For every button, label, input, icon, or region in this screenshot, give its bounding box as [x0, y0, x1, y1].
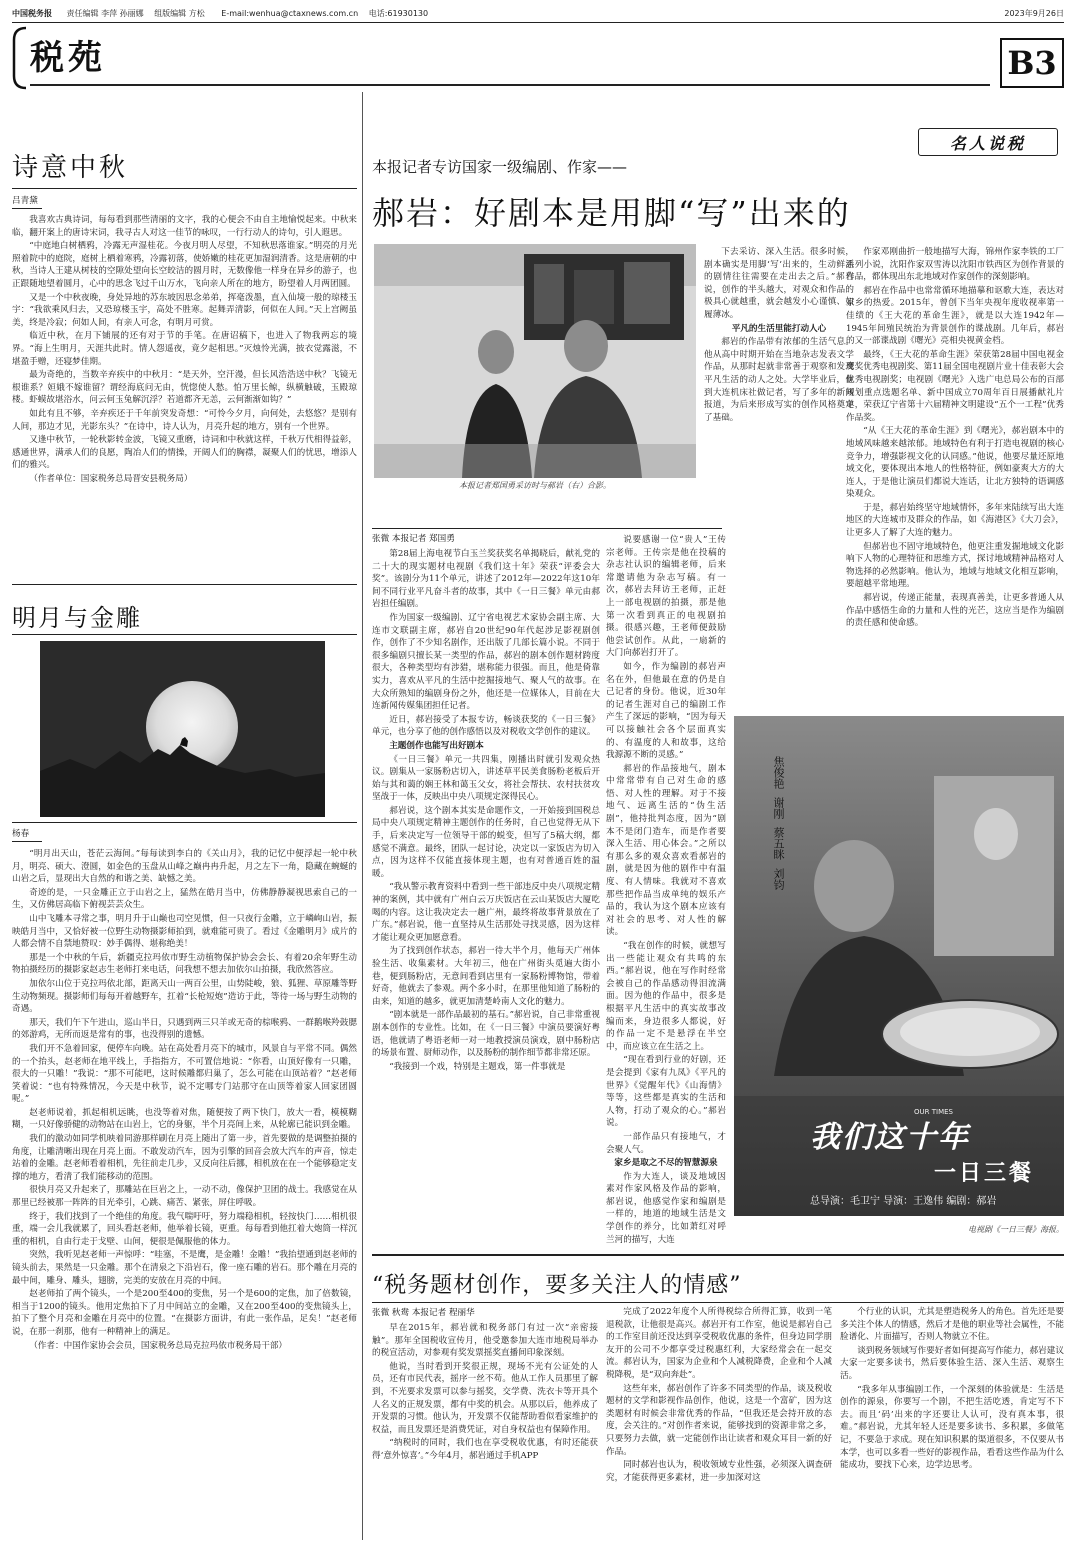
moon-para: 那天，我们午下午进山，巡山半日，只遇到两三只羊或无奇的棕喉鸦、一群鹅喉羚鼓腮的郊游鸡，无所而返是常有的事，也没得别的遗憾。 — [12, 1017, 357, 1041]
poster-window — [934, 776, 1054, 956]
photo-caption: 本报记者郑国勇采访时与郝岩（右）合影。 — [459, 481, 611, 490]
feature-para: 下去采访、深入生活。很多时候，剧本确实是用脚‘写’出来的，生动鲜活的剧情往往需要在走出去之后。”郝岩说，创作的半头越大，对观众和作品的极具心就越重，就会越发小心谨慎、如履薄冰。 — [704, 247, 854, 320]
feature-col-1 — [372, 548, 600, 1250]
bottom-para: 早在2015年，郝岩就和税务部门有过一次“亲密接触”。那年全国税收宣传月，他受邀参加大连市地税局举办的税宣活动，对参观有奖发票摇奖直播间印象深刻。 — [372, 1323, 598, 1359]
feature-para: 郝岩在作品中也常常循环地描摹和讴歌大连，表达对家乡的热爱。2015年，曾创下当年央视年度收视率第一佳绩的《王大花的革命生涯》，就是以大连1942年—1945年间殖民统治为背景创作的谍战剧。几年后，郝岩的又一部谍战剧《曙光》亮相央视黄金档。 — [846, 285, 1064, 347]
masthead-rule — [12, 22, 1064, 23]
poster-credits: 总导演：毛卫宁 导演：王逸伟 编剧：郝岩 — [810, 1196, 997, 1207]
feature-para: 郝岩说，传递正能量，表现真善美，让更多普通人从作品中感悟生命的力量和人性的光芒，这应当是作为编剧的责任感和使命感。 — [846, 593, 1064, 629]
moon-para: 终于，我们找到了一个绝佳的角度。我气喘吁吁，努力端稳相机，轻按快门……相机很重，端一会儿我就累了，回头看赵老师，他举着长镜，更重。每每看到他扛着大炮筒一样沉重的相机，自由行走于戈壁、山间，便很是佩服他的体力。 — [12, 1211, 357, 1247]
feature-para: 但郝岩也不固守地域特色，他更注重发掘地域文化影响下人物的心理特征和思维方式，探讨地域精神品格对人物选择的必然影响。他认为，地域与地域文化相互影响，要超越平常地理。 — [846, 541, 1064, 590]
moon-para: 我们开不急着回家，便停车向晚。站在高处看月亮下的城市，风景自与平常不同。偶然的一个抬头，赵老师在地平线上，手指指方，不可置信地说：“你看，山顶好像有一只雕，很大的一只雕！”我说：“那不可能吧，这时候雕都归巢了，怎么可能在山顶站着？”赵老师笑着说：“也有特殊情况，今天是中秋节，说不定哪专门站那守在山顶等着家人回家团圆呢。” — [12, 1043, 357, 1105]
feature-para: 郝岩的作品带有浓郁的生活气息。他从高中时期开始在当地杂志发表文学作品，从那时起就非常善于观察和发现平凡生活的动人之处。大学毕业后，他到大连机床社做记者，写了多年的新闻报道，为后来形成写实的创作风格奠定了基础。 — [704, 337, 854, 423]
feature-para: “我从警示教育资料中看到一些干部违反中央八项规定精神的案例，其中就有广州白云万庆饭店在云山某饭店大厦吃喝的内容。这让我决定去一趟广州，最终将故事背景放在了广东。”郝岩说，他一直坚持从生活那处寻找灵感，因为这样才能让观众更加愿意看。 — [372, 882, 600, 943]
poem-para: （作者单位：国家税务总局晋安县税务局） — [29, 473, 193, 484]
feature-para: 第28届上海电视节白玉兰奖获奖名单揭晓后，献礼党的二十大的现实题材电视剧《我们这十年》荣获“评委会大奖”。该剧分为11个单元，讲述了2012年—2022年这10年间不同行业平凡奋斗者的故事，其中《一日三餐》单元由郝岩担任编剧。 — [372, 549, 600, 610]
moon-eagle-illustration — [40, 641, 325, 817]
feature-right-of-photo — [704, 246, 854, 532]
poem-para: 如此有且不够，辛弃疾还于千年前突发奇想：“可怜今夕月，向何处，去悠悠？是别有人间，那边才见，光影东头？”在诗中，诗人认为，月亮升起的地方，别有一个世界。 — [12, 408, 357, 432]
cast-name: 焦俊艳 — [772, 756, 785, 789]
moon-para: 我们的激动如同学机映着同游那样刷在月亮上随出了第一步，首先要做的是调整拍摄的角度，让雕清晰出现在月亮上面。不敢发动汽车，因为引擎的回音会放大汽车的声音，惊走站着的金雕。赵老师看着相机，先往前走几步，又反向往后挪，相机放在在一个能够稳定支撑的地方，看清了我们能移动的范围。 — [12, 1134, 357, 1182]
bottom-col-3 — [840, 1306, 1064, 1540]
feature-subhead: 平凡的生活里能打动人心 — [731, 323, 827, 334]
moon-para: （作者：中国作家协会会员，国家税务总局克拉玛依市税务局干部） — [29, 1340, 288, 1351]
page-number-box — [1000, 38, 1064, 88]
seal-text: 名人说税 — [949, 133, 1026, 153]
poem-author-rule — [12, 208, 42, 209]
feature-para: 为了找到创作状态，郝岩一待大半个月，他每天广州体验生活、收集素材。大年初三，他在广州街头觅遍大街小巷，便到肠粉店，无意间看到店里有一家肠粉博物馆，带着好奇，他就去了参观。两个多小时，在那里他知道了肠粉的由来，知道的越多，就更加清楚岭南人文化的魅力。 — [372, 946, 600, 1007]
poem-para: 最为奇绝的，当数辛弃疾中的中秋月：“是天外，空汗漫，但长风浩浩送中秋？飞镜无根谁系？姮娥不嫁谁留？谓经海底问无由，恍惚使人愁。怕万里长鲸，纵横触破，玉殿琼楼。虾蟆故堪浴水，问云何玉兔解沉浮？若道都齐无恙，云何渐渐如钩？” — [12, 370, 357, 406]
cast-name: 蔡五眯 — [772, 827, 785, 860]
bottom-para: 谈到税务领域写作要好者如何提高写作能力，郝岩建议大家一定要多读书，然后要体验生活、深入生活、观察生活。 — [840, 1345, 1064, 1381]
bottom-col-2 — [606, 1306, 832, 1540]
masthead-meta — [12, 8, 1064, 22]
moon-author: 杨春 — [12, 829, 30, 839]
bottom-byline: 张微 秋鸯 本报记者 程丽华 — [372, 1308, 475, 1318]
poem-para: 又逢中秋节，一轮秋影转金波，飞镜又重磨，诗词和中秋就这样，千秋万代相得益彰，感通世界，满承人们的良愿，陶冶人们的情操，开阔人们的胸襟，凝聚人们的忧思，增添人们的雅兴。 — [12, 435, 357, 471]
feature-para: 郝岩说，这个剧本其实是命题作文，一开始接到国税总局中央八项规定精神主题创作的任务时，自己也觉得无从下手，后来决定写一位领导干部的蜕变，但写了5稿大纲，都感觉不满意。最终，团队一起讨论，决定以一家饭店为切入点，因为这样不仅能直接体现主题，也有对普通百姓的温暖。 — [372, 805, 600, 879]
paper-name: 中国税务报 — [12, 9, 52, 18]
feature-para: 如今，作为编剧的郝岩声名在外，但他最在意的仍是自己记者的身份。他说，近30年的记者生涯对自己的编剧工作产生了深远的影响，“因为每天可以接触社会各个层面真实的、有温度的人和故事，这给我源源不断的灵感。” — [606, 661, 726, 761]
section-bracket — [10, 26, 28, 90]
poem-para: 又是一个中秋夜晚，身处异地的苏东坡因思念弟弟，挥毫泼墨，直入仙境一般的琼楼玉宇：“我欲乘风归去，又恐琼楼玉宇，高处不胜寒。起舞弄清影，何似在人间。”天上宫阙虽美，终是冷寂；何如人间，有亲人可念，有明月可赏。 — [12, 292, 357, 328]
phone: 电话:61930130 — [368, 9, 429, 18]
feature-para: “从《王大花的革命生涯》到《曙光》，郝岩剧本中的地域风味越来越浓郁。地域特色有利于打造电视剧的核心竞争力，增强影视文化的认同感。”他说，他要尽量还原地域文化，要体现出本地人的性格特征，例如豪爽大方的大连人，于是他让演员们都说大连话，让北方独特的语调感染观众。 — [846, 426, 1064, 500]
bottom-para: 他说，当时看到开奖很正规，现场不光有公证处的人员，还有市民代表，摇序一丝不苟。他从工作人员那里了解到，不光要求发票可以参与摇奖，交学费、洗衣卡等开具个人名义的正规发票，都有中奖的机会。从那以后，他养成了开发票的习惯。他认为，开发票不仅能帮助看似看家维护的权益，而且发票还是消费凭证，对自身权益也有保障作用。 — [372, 1361, 598, 1435]
poster-title: 我们这十年 — [810, 1120, 970, 1155]
feature-headline: 郝岩：好剧本是用脚“写”出来的 — [372, 194, 851, 232]
feature-para: 一部作品只有接地气，才会聚人气。 — [606, 1131, 726, 1155]
feature-col-3 — [846, 246, 1064, 712]
moon-para: 那是一个中秋的午后，新疆克拉玛依市野生动植物保护协会会长、有着20余年野生动物拍摄经历的摄影家赵志生老师打来电话，问我想不想去加依尔山拍摄，我欣然答应。 — [12, 952, 357, 976]
bottom-para: “我多年从事编剧工作，一个深刻的体验就是：生活是创作的源泉，你要写一个剧，不把生活吃透，肯定写不下去。而且‘码’出来的字还要让人认可，没有真本事，很难。”郝岩说，尤其年轻人还是要多读书、多积累，多做笔记，不要急于求成。现在知识积累的渠道很多，不仅要从书本学，也可以多看一些好的影视作品，看看这些作品为什么能成功，要找下心来，边学边思考。 — [840, 1384, 1064, 1471]
email: E-mail:wenhua@ctaxnews.com.cn — [221, 9, 359, 18]
feature-subhead: 家乡是取之不尽的智慧源泉 — [614, 1158, 718, 1169]
issue-date: 2023年9月26日 — [1004, 9, 1064, 18]
feature-para: 作为国家一级编剧、辽宁省电视艺术家协会副主席、大连市文联副主席，郝岩自20世纪90年代起涉足影视剧创作，创作了不少知名剧作，还出版了几部长篇小说。不同于很多编剧只擅长某一类型的作品，郝岩的剧本创作题材跨度很大，各种类型均有涉猎，堪称能力很强。而且，他是倚靠实力，喜欢从平凡的生活中挖掘接地气、聚人气的故事。在大众所熟知的编剧身份之外，他还是一位媒体人，目前在大连新闻传媒集团担任记者。 — [372, 612, 600, 712]
bottom-para: “纳税时的同时，我们也在享受税收优惠，有时还能获得‘意外惊喜’。”今年4月，郝岩通过手机APP — [372, 1438, 598, 1461]
feature-byline: 张微 本报记者 郑国勇 — [372, 534, 455, 544]
moon-para: “明月出天山，苍茫云海间。”每每读到李白的《关山月》，我的记忆中便浮起一轮中秋月，明亮、硕大、澄圆，如金色的玉盘从山峰之巅冉冉升起，月之左下一角，隐藏在蜿蜒的山岩之后，显现出大自然的和谐之美、缺憾之美。 — [12, 849, 357, 885]
interview-illustration — [374, 244, 696, 478]
feature-subhead: 主题创作也能写出好剧本 — [389, 740, 484, 751]
feature-para: 近日，郝岩接受了本报专访，畅谈获奖的《一日三餐》单元，也分享了他的创作感悟以及对税收文学创作的建议。 — [372, 714, 600, 738]
feature-para: “剧本就是一部作品最初的基石。”郝岩说，自己非常重视剧本创作的专业性。比如，在《一日三餐》中演员要演好粤语，他就请了粤语老师一对一地教授演员演戏，剧中肠粉店的场景布置、厨师动作，以及肠粉的制作细节都非常还原。 — [372, 1010, 600, 1059]
feature-para: 《一日三餐》单元一共四集，刚播出时就引发观众热议。剧集从一家肠粉店切入，讲述草平民美食肠粉老板后开始与其和蔼的娴王林和蔼玉父女，将社会帮扶、农村扶贫攻坚战于一体，反映出中央八项规定深得民心。 — [372, 754, 600, 803]
poem-para: 我喜欢古典诗词，每每看到那些清丽的文字，我的心便会不由自主地愉悦起来。中秋来临，翻开案上的唐诗宋词，我寻古人对这一佳节的咏叹，一行行动人的诗句，引人遐思。 — [12, 215, 357, 238]
feature-para: 作为大连人，谈及地域因素对作家风格及作品的影响，郝岩说，他感觉作家和编剧是一样的，地道的地域生活是文学创作的养分，比如萧红对呼兰河的描写，大连 — [606, 1171, 726, 1245]
feature-para: 于是，郝岩始终坚守地域情怀，多年来陆续写出大连地区的大连城市及群众的作品，如《海港区》《大刀会》，让更多人了解了大连的魅力。 — [846, 502, 1064, 539]
poster-cast — [770, 756, 786, 890]
moon-eagle-photo — [40, 641, 325, 817]
feature-para: “现在看到行业的好剧，还是会提到《家有九凤》《平凡的世界》《觉醒年代》《山海情》等等，这些都是真实的生活和人物，打动了观众的心。”郝岩说。 — [606, 1055, 726, 1129]
bottom-para: 个行业的认识，尤其是塑造税务人的角色。首先还是要多关注个体人的情感，然后才是他的职业等社会属性，不能脸谱化、片面描写，否则人物就立不住。 — [840, 1307, 1064, 1343]
moon-para: 山中飞雕本寻常之事，明月升于山巅也司空见惯，但一只夜行金雕，立于嶙峋山岩，振映皓月当中，又恰好被一位野生动物摄影师拍到，就难能可贵了。看过《金雕明月》成片的人都会情不自禁地赞叹：妙手偶得、堪称绝美！ — [12, 913, 357, 950]
feature-para: 最终，《王大花的革命生涯》荣获第28届中国电视金鹰奖优秀电视剧奖、第11届全国电视剧片业十佳表彰大会优秀电视剧奖；电视剧《曙光》入选广电总局公布的百部规划重点选题名单、新中国成立70周年百日展播献礼片单，荣获辽宁省第十六届精神文明建设“五个一工程”优秀作品奖。 — [846, 349, 1064, 423]
moon-para: 赵老师说着，抓起相机远眺，也没等着对焦，随便按了两下快门，放大一看，模模糊糊，一只好像骄健的动物站在山岩上，它的身躯，半个月亮间上来，从轮廓已能识到金雕。 — [12, 1107, 357, 1131]
bottom-col-1 — [372, 1322, 598, 1540]
feature-bottom-rule — [372, 1254, 1064, 1256]
poster-english-title: OUR TIMES — [914, 1108, 953, 1116]
poem-title: 诗意中秋 — [12, 153, 129, 183]
moon-author-rule — [12, 841, 42, 842]
moon-para: 突然，我听见赵老师一声惊呼：“哇塞，不是鹰，是金雕！金雕！”我抬望通到赵老师的镜头前去，果然是一只金雕。那个在清泉之下沿岩石，像一座石雕的岩石。那个雕在月亮的最中间，雕身、雕头，翅膀，完美的安放在月亮的中间。 — [12, 1250, 357, 1286]
feature-col-2 — [606, 534, 726, 1250]
moon-para: 加依尔山位于克拉玛依北部，距离天山一两百公里，山势陡峻，狼、狐狸、草原雕等野生动物频现。摄影师们每每开着越野车，扛着“长枪短炮”造访于此，等待一场与野生动物的奇遇。 — [12, 978, 357, 1015]
bottom-para: 这些年来，郝岩创作了许多不同类型的作品，谈及税收题材的文学和影视作品创作，他说，这是一个富矿，因为这类题材有时候会非常优秀的作品，“但我还是会持开放的态度，会关注的。”对创作者来说，能够找到的资源非常之多，只要努力去做，就一定能创作出让读者和观众耳目一新的好作品。 — [606, 1383, 832, 1457]
editor-credit: 责任编辑 李萍 孙丽娜 — [66, 9, 144, 18]
poem-body — [12, 214, 357, 576]
feature-kicker: 本报记者专访国家一级编剧、作家—— — [372, 158, 628, 176]
feature-para: “我接到一个戏，特别是主题戏，第一件事就是 — [389, 1061, 566, 1072]
moon-title: 明月与金雕 — [12, 604, 142, 632]
bottom-para: 同时郝岩也认为，税收领域专业性强，必须深入调查研究，才能获得更多素材，进一步加深对这 — [606, 1460, 832, 1483]
moon-photo-rule — [12, 822, 357, 823]
interview-photo — [374, 244, 696, 478]
poem-para: “中庭地白树栖鸦，冷露无声湿桂花。今夜月明人尽望，不知秋思落谁家。”明亮的月光照着院中的庭院，庭树上栖着寒鸦，冷露初落，使娇嫩的桂花更加湿润清香。这是唐朝的中秋，当诗人王建从树枝的空隙处望向长空皎洁的圆月时，无数像他一样身在异乡的游子，也正跟随地望着圆月，心中的思念飞过千山万水，飞向亲人所在的地方，盼望着人月两团圆。 — [12, 241, 357, 289]
poem-para: 临近中秋，在月下铺展的还有对于节的手笔。在唐诏稿下，也进入了物我两忘的境界。“海上生明月，天涯共此时。情人怨遥夜，竟夕起相思。”灭烛怜光满，披衣觉露滋，不堪盈手赠，还寝梦佳期。 — [12, 331, 357, 367]
feature-para: 作家邓刚曲折一般地描写大海，锦州作家李铁的工厂系列小说，沈阳作家双雪涛以沈阳市铁西区为创作背景的作品，都体现出东北地域对作家创作的深刻影响。 — [846, 247, 1064, 283]
feature-para: 说要感谢一位“贵人”王传宗老师。王传宗是他在投稿的杂志社认识的编辑老师，后来常邀请他为杂志写稿。有一次，郝岩去拜访王老师，正赶上一部电视剧的拍摄，那是他第一次看到真正的电视剧拍摄。很感兴趣，王老师便鼓励他尝试创作。从此，一扇新的大门向郝岩打开了。 — [606, 535, 726, 659]
moon-para: 很快月亮又升起来了，那雕站在巨岩之上，一动不动，像保护卫团的战士。我感觉在从那里已经被那一阵阵的目光牵引，心跳、痛苦、紧张，屏住呼吸。 — [12, 1185, 357, 1209]
bottom-headline-rule — [372, 1302, 1064, 1303]
poem-title-rule — [12, 188, 357, 189]
poster-caption: 电视剧《一日三餐》海报。 — [968, 1225, 1064, 1234]
bottom-headline: “税务题材创作，要多关注人的情感” — [372, 1273, 742, 1298]
seal-box — [918, 128, 1058, 156]
moon-body — [12, 848, 357, 1540]
section-rule — [30, 84, 990, 86]
cast-name: 刘钧 — [772, 868, 785, 890]
moon-para: 赵老师拍了两个镜头，一个是200至400的变焦，另一个是600的定焦，加了倍数镜，相当于1200的镜头。他用定焦拍下了月中间站立的金雕，又在200至400的变焦镜头上，拍下了整个月亮和金雕在月亮中的位置。“在摄影方面讲，有此一张作品，足矣！”赵老师说，在那一刹那，他有一种精神上的满足。 — [12, 1289, 357, 1337]
feature-para: 郝岩的作品接地气，剧本中常常带有自己对生命的感悟、对人性的理解。对于不接地气、远离生活的“伪生活剧”，他持批判态度，因为“剧本不是闭门造车，而是作者要深入生活、用心体会。”之所以有那么多的观众喜欢看郝岩的剧，就是因为他的剧作中有温度、有人情味。我就对不喜欢那些把作品当成单纯的娱乐产品的，我认为这个剧本应该有对社会的思考、对人性的解读。 — [606, 763, 726, 938]
cast-name: 谢刚 — [772, 797, 785, 819]
moon-title-rule — [12, 634, 357, 635]
left-column-separator — [362, 92, 363, 1540]
moon-para: 奇迹的是，一只金雕正立于山岩之上，猛然在皓月当中，仿佛静静凝视思索自己的一生，又仿佛居高临下俯视芸芸众生。 — [12, 887, 357, 911]
poster-subtitle: 一日三餐 — [934, 1160, 1035, 1186]
bottom-para: 完成了2022年度个人所得税综合所得汇算，收到一笔退税款，让他很是高兴。郝岩开有工作室，他说是郝岩自己的工作室目前还没达到享受税收优惠的条件，但身边同学朋友开的公司不少都享受过税惠红利，大家经常会在一起交流。郝岩认为，国家为企业和个人减税降费，企业和个人减税降税，是“双向奔赴”。 — [606, 1307, 832, 1380]
drama-poster — [734, 716, 1064, 1216]
poem-author: 吕青黛 — [12, 196, 38, 206]
page-number: B3 — [1007, 44, 1057, 82]
left-section-divider — [12, 584, 357, 585]
feature-para: “我在创作的时候，就想写出一些能让观众有共鸣的东西。”郝岩说，他在写作时经常会被自己的作品感动得泪流满面。因为他的作品中，很多是根据平凡生活中的真实故事改编而来，身边很多人都说，好的作品一定不是悬浮在半空中，而应该立在生活之上。 — [606, 941, 726, 1052]
byline-rule — [372, 528, 722, 529]
designer-credit: 组版编辑 方松 — [154, 9, 205, 18]
section-name: 税苑 — [30, 38, 106, 78]
